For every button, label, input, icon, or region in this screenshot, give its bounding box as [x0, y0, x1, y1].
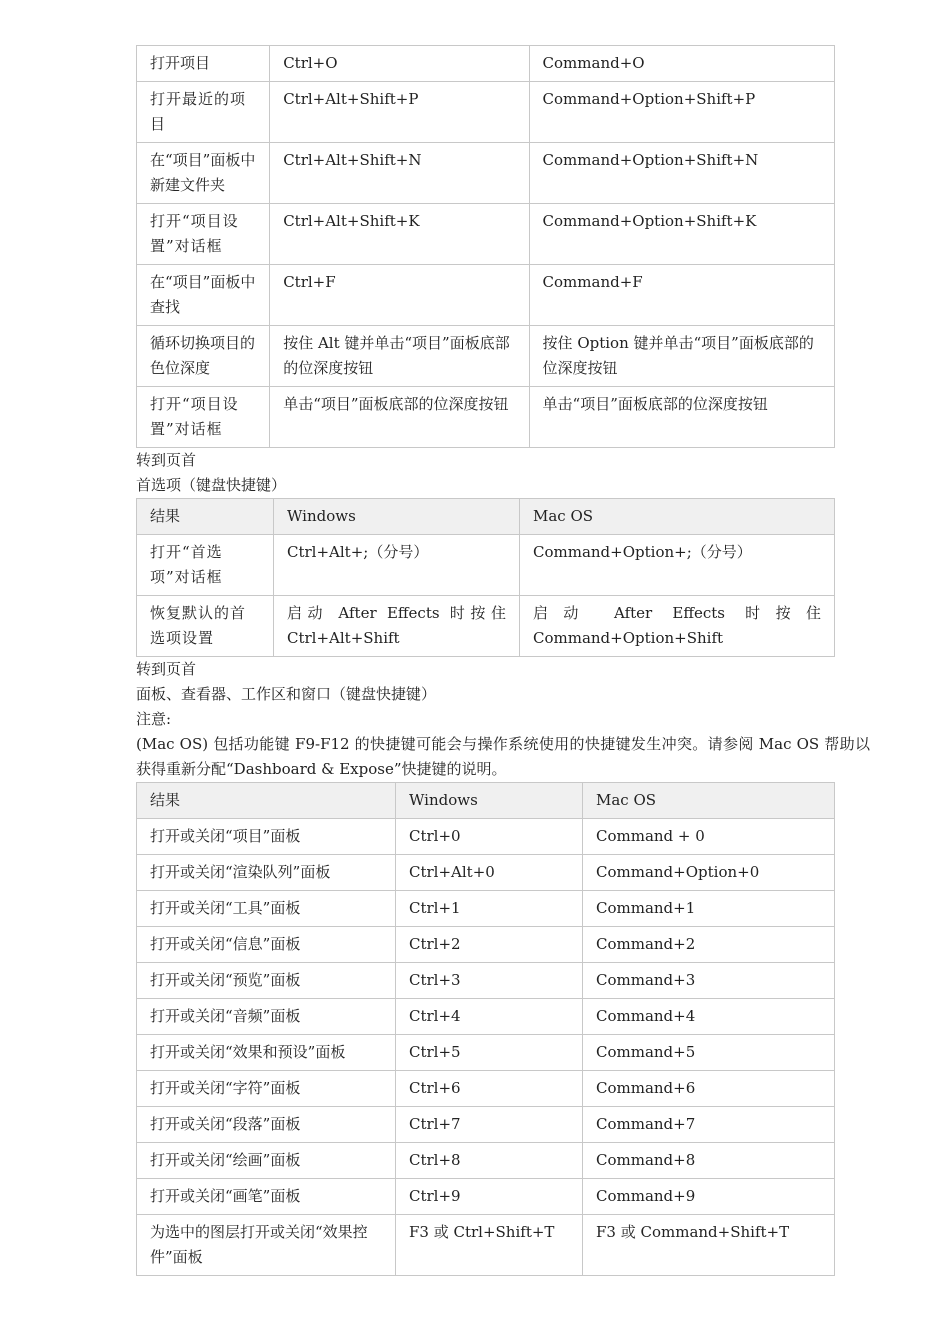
table-cell: 按住 Option 键并单击“项目”面板底部的位深度按钮 — [529, 326, 834, 387]
table-cell: Command + 0 — [583, 819, 835, 855]
table-header-cell: Mac OS — [583, 783, 835, 819]
table-cell: 打开项目 — [137, 46, 270, 82]
table-cell: Command+4 — [583, 999, 835, 1035]
table-cell: Command+O — [529, 46, 834, 82]
table-cell: 启动 After Effects 时按住 Ctrl+Alt+Shift — [274, 596, 520, 657]
table-cell: 打开或关闭“段落”面板 — [137, 1107, 396, 1143]
table-cell: Ctrl+7 — [396, 1107, 583, 1143]
document-page — [136, 45, 870, 1276]
panels-shortcuts-table — [136, 782, 835, 1276]
table-cell: Ctrl+3 — [396, 963, 583, 999]
table-row — [137, 1035, 835, 1071]
section-title-preferences: 首选项（键盘快捷键） — [136, 476, 287, 494]
table-row — [137, 819, 835, 855]
table-cell: Command+Option+Shift+K — [529, 204, 834, 265]
table-cell: 打开最近的项目 — [137, 82, 270, 143]
table-cell: Command+8 — [583, 1143, 835, 1179]
table-cell: Ctrl+Alt+Shift+N — [270, 143, 529, 204]
table-cell: Command+Option+Shift+P — [529, 82, 834, 143]
table-cell: Command+Option+0 — [583, 855, 835, 891]
table-cell: 打开“项目设置”对话框 — [137, 204, 270, 265]
table-row — [137, 963, 835, 999]
note-label: 注意: — [136, 710, 172, 728]
table-row — [137, 855, 835, 891]
table-cell: 在“项目”面板中新建文件夹 — [137, 143, 270, 204]
table-row — [137, 1107, 835, 1143]
table-row — [137, 1179, 835, 1215]
table-cell: Ctrl+6 — [396, 1071, 583, 1107]
table-cell: Ctrl+Alt+0 — [396, 855, 583, 891]
table-row — [137, 326, 835, 387]
table-cell: 打开或关闭“画笔”面板 — [137, 1179, 396, 1215]
table-cell: 恢复默认的首选项设置 — [137, 596, 274, 657]
table-row — [137, 82, 835, 143]
table-cell: Command+9 — [583, 1179, 835, 1215]
section-title-panels: 面板、查看器、工作区和窗口（键盘快捷键） — [136, 685, 437, 703]
table-row — [137, 999, 835, 1035]
table-row — [137, 1071, 835, 1107]
table-cell: Ctrl+8 — [396, 1143, 583, 1179]
table-cell: F3 或 Ctrl+Shift+T — [396, 1215, 583, 1276]
table-header-row — [137, 499, 835, 535]
table-cell: 打开或关闭“音频”面板 — [137, 999, 396, 1035]
table-cell: 打开或关闭“绘画”面板 — [137, 1143, 396, 1179]
table-cell: 打开或关闭“效果和预设”面板 — [137, 1035, 396, 1071]
table-row — [137, 596, 835, 657]
table-cell: 启动 After Effects 时按住 Command+Option+Shift — [520, 596, 835, 657]
table-cell: Command+Option+Shift+N — [529, 143, 834, 204]
table-cell: Command+5 — [583, 1035, 835, 1071]
table-cell: Ctrl+Alt+Shift+P — [270, 82, 529, 143]
table-row — [137, 46, 835, 82]
table-cell: Ctrl+2 — [396, 927, 583, 963]
table-header-cell: Windows — [274, 499, 520, 535]
table-cell: 单击“项目”面板底部的位深度按钮 — [270, 387, 529, 448]
table-cell: Command+1 — [583, 891, 835, 927]
table-cell: Ctrl+F — [270, 265, 529, 326]
project-shortcuts-table — [136, 45, 835, 448]
table-row — [137, 891, 835, 927]
table-row — [137, 1143, 835, 1179]
table-header-cell: 结果 — [137, 499, 274, 535]
table-cell: 打开或关闭“字符”面板 — [137, 1071, 396, 1107]
table-header-cell: Windows — [396, 783, 583, 819]
table-cell: Command+F — [529, 265, 834, 326]
table-cell: Ctrl+1 — [396, 891, 583, 927]
table-cell: Command+7 — [583, 1107, 835, 1143]
table-cell: Ctrl+9 — [396, 1179, 583, 1215]
table-header-cell: Mac OS — [520, 499, 835, 535]
table-cell: Ctrl+4 — [396, 999, 583, 1035]
table-cell: Ctrl+0 — [396, 819, 583, 855]
table-cell: 按住 Alt 键并单击“项目”面板底部的位深度按钮 — [270, 326, 529, 387]
table-row — [137, 265, 835, 326]
table-cell: 打开或关闭“信息”面板 — [137, 927, 396, 963]
back-to-top-link[interactable]: 转到页首 — [136, 451, 197, 469]
table-cell: 在“项目”面板中查找 — [137, 265, 270, 326]
table-cell: Ctrl+5 — [396, 1035, 583, 1071]
table-row — [137, 143, 835, 204]
table-cell: 打开或关闭“项目”面板 — [137, 819, 396, 855]
table-row — [137, 927, 835, 963]
table-header-row — [137, 783, 835, 819]
table-row — [137, 387, 835, 448]
table-cell: Command+6 — [583, 1071, 835, 1107]
table-row — [137, 1215, 835, 1276]
table-header-cell: 结果 — [137, 783, 396, 819]
table-cell: Command+2 — [583, 927, 835, 963]
table-cell: 打开或关闭“预览”面板 — [137, 963, 396, 999]
preferences-shortcuts-table — [136, 498, 835, 657]
table-cell: Command+3 — [583, 963, 835, 999]
table-cell: F3 或 Command+Shift+T — [583, 1215, 835, 1276]
table-cell: 为选中的图层打开或关闭“效果控件”面板 — [137, 1215, 396, 1276]
table-cell: Ctrl+Alt+;（分号） — [274, 535, 520, 596]
table-cell: 打开或关闭“渲染队列”面板 — [137, 855, 396, 891]
back-to-top-link[interactable]: 转到页首 — [136, 660, 197, 678]
table-row — [137, 535, 835, 596]
note-text: (Mac OS) 包括功能键 F9-F12 的快捷键可能会与操作系统使用的快捷键发生冲突。请参阅 Mac OS 帮助以获得重新分配“Dashboard & Expose”快捷键的说明。 — [136, 735, 870, 778]
table-cell: 单击“项目”面板底部的位深度按钮 — [529, 387, 834, 448]
table-cell: 打开“项目设置”对话框 — [137, 387, 270, 448]
table-cell: 打开“首选项”对话框 — [137, 535, 274, 596]
table-cell: 循环切换项目的色位深度 — [137, 326, 270, 387]
table-cell: Command+Option+;（分号） — [520, 535, 835, 596]
table-row — [137, 204, 835, 265]
table-cell: 打开或关闭“工具”面板 — [137, 891, 396, 927]
table-cell: Ctrl+Alt+Shift+K — [270, 204, 529, 265]
table-cell: Ctrl+O — [270, 46, 529, 82]
